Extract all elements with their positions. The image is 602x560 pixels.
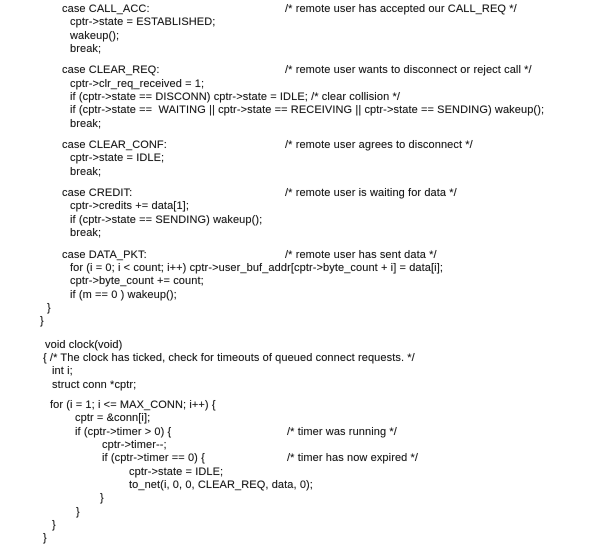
code-line: [0, 275, 602, 288]
code-text: }: [76, 505, 80, 518]
code-line: [0, 262, 602, 275]
code-line: [0, 352, 602, 365]
code-text: { /* The clock has ticked, check for timeouts of queued connect requests. */: [43, 351, 415, 364]
code-text: cptr->timer--;: [102, 438, 167, 451]
code-text: case CLEAR_REQ:: [62, 64, 160, 77]
code-text: if (m == 0 ) wakeup();: [70, 288, 177, 301]
code-line: [0, 399, 602, 412]
code-line: [0, 466, 602, 479]
code-line: [0, 412, 602, 425]
code-text: cptr->credits += data[1];: [70, 200, 189, 213]
code-text: break;: [70, 117, 102, 130]
code-line: [0, 43, 602, 56]
code-line: [0, 187, 602, 200]
code-line: [0, 532, 602, 545]
code-text: int i;: [52, 365, 73, 378]
code-text: struct conn *cptr;: [52, 378, 137, 391]
code-line: [0, 166, 602, 179]
comment-text: /* remote user has sent data */: [285, 248, 437, 261]
code-text: break;: [70, 43, 102, 56]
code-text: wakeup();: [70, 29, 120, 42]
code-text: }: [43, 532, 47, 545]
code-text: break;: [70, 165, 102, 178]
code-text: void clock(void): [45, 338, 123, 351]
code-text: if (cptr->timer > 0) {: [75, 425, 172, 438]
code-line: [0, 214, 602, 227]
code-line: [0, 139, 602, 152]
code-text: }: [100, 492, 104, 505]
code-text: cptr->byte_count += count;: [70, 275, 204, 288]
code-line: [0, 227, 602, 240]
code-line: [0, 452, 602, 465]
code-text: }: [47, 301, 51, 314]
code-line: [0, 289, 602, 302]
code-line: [0, 200, 602, 213]
code-text: }: [40, 315, 44, 328]
code-text: cptr->state = IDLE;: [70, 152, 165, 165]
code-text: for (i = 1; i <= MAX_CONN; i++) {: [50, 398, 216, 411]
code-line: [0, 426, 602, 439]
code-line: [0, 439, 602, 452]
code-line: [0, 379, 602, 392]
code-text: }: [52, 519, 56, 532]
code-line: [0, 64, 602, 77]
code-line: [0, 91, 602, 104]
code-text: if (cptr->timer == 0) {: [102, 452, 205, 465]
code-line: [0, 152, 602, 165]
code-text: cptr->state = IDLE;: [129, 465, 224, 478]
code-text: case CREDIT:: [62, 187, 133, 200]
code-text: if (cptr->state == SENDING) wakeup();: [70, 213, 263, 226]
code-line: [0, 492, 602, 505]
code-text: cptr = &conn[i];: [75, 412, 151, 425]
code-text: case CLEAR_CONF:: [62, 139, 167, 152]
code-line: [0, 519, 602, 532]
comment-text: /* remote user is waiting for data */: [285, 187, 457, 200]
code-text: case CALL_ACC:: [62, 3, 150, 15]
code-text: break;: [70, 227, 102, 240]
code-text: cptr->state = ESTABLISHED;: [70, 16, 216, 29]
code-line: [0, 479, 602, 492]
code-text: case DATA_PKT:: [62, 248, 147, 261]
code-text: for (i = 0; i < count; i++) cptr->user_buf_addr[cptr->byte_count + i] = data[i];: [70, 261, 444, 274]
code-line: [0, 365, 602, 378]
code-line: [0, 3, 602, 16]
comment-text: /* timer was running */: [287, 425, 397, 438]
code-line: [0, 315, 602, 328]
code-line: [0, 302, 602, 315]
code-text: if (cptr->state == DISCONN) cptr->state = IDLE; /* clear collision */: [70, 91, 400, 104]
code-line: [0, 30, 602, 43]
comment-text: /* remote user wants to disconnect or reject call */: [285, 64, 532, 77]
code-line: [0, 339, 602, 352]
code-text: if (cptr->state == WAITING || cptr->state == RECEIVING || cptr->state == SENDING) wakeup();: [70, 104, 545, 117]
code-line: [0, 78, 602, 91]
comment-text: /* remote user agrees to disconnect */: [285, 139, 473, 152]
code-text: to_net(i, 0, 0, CLEAR_REQ, data, 0);: [129, 479, 313, 491]
code-line: [0, 104, 602, 117]
code-line: [0, 118, 602, 131]
code-text: cptr->clr_req_received = 1;: [70, 77, 205, 90]
code-line: [0, 249, 602, 262]
comment-text: /* remote user has accepted our CALL_REQ */: [285, 3, 517, 15]
code-line: [0, 506, 602, 519]
code-line: [0, 16, 602, 29]
comment-text: /* timer has now expired */: [287, 452, 419, 465]
